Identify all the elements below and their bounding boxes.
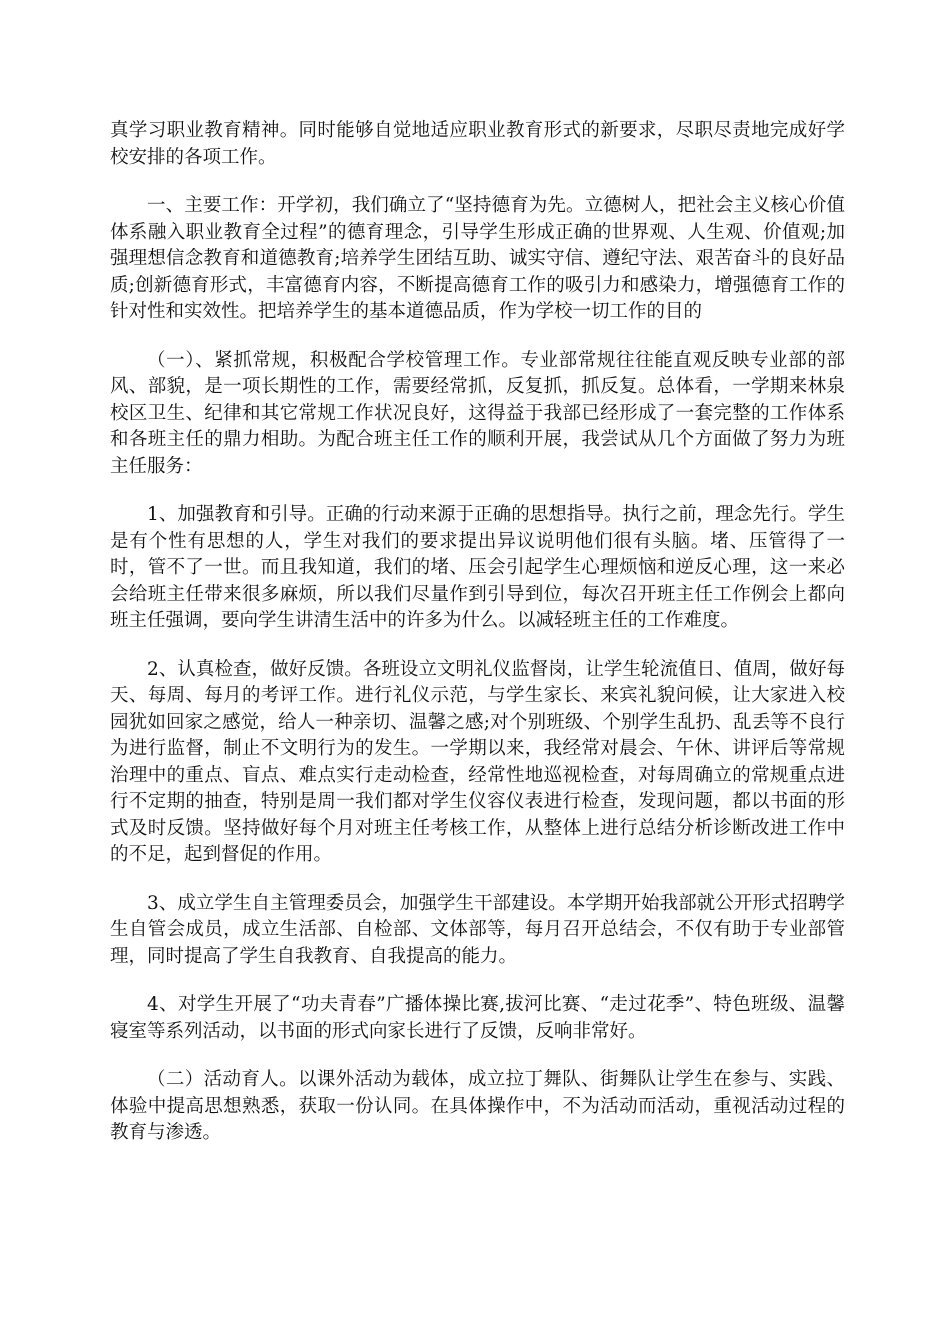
paragraph-section-two: （二）活动育人。以课外活动为载体，成立拉丁舞队、街舞队让学生在参与、实践、体验中提高思想熟悉，获取一份认同。在具体操作中，不为活动而活动，重视活动过程的教育与渗透。 [110, 1069, 845, 1143]
paragraph-main-work: 一、主要工作：开学初，我们确立了“坚持德育为先。立德树人，把社会主义核心价值体系融入职业教育全过程”的德育理念，引导学生形成正确的世界观、人生观、价值观;加强理想信念教育和道德教育;培养学生团结互助、诚实守信、遵纪守法、艰苦奋斗的良好品质;创新德育形式，丰富德育内容，不断提高德育工作的吸引力和感染力，增强德育工作的针对性和实效性。把培养学生的基本道德品质，作为学校一切工作的目的 [110, 195, 845, 322]
paragraph-section-one: （一）、紧抓常规，积极配合学校管理工作。专业部常规往往能直观反映专业部的部风、部貌，是一项长期性的工作，需要经常抓，反复抓，抓反复。总体看，一学期来林泉校区卫生、纪律和其它常规工作状况良好，这得益于我部已经形成了一套完整的工作体系和各班主任的鼎力相助。为配合班主任工作的顺利开展，我尝试从几个方面做了努力为班主任服务： [110, 349, 845, 477]
paragraph-item-3: 3、成立学生自主管理委员会，加强学生干部建设。本学期开始我部就公开形式招聘学生自管会成员，成立生活部、自检部、文体部等，每月召开总结会，不仅有助于专业部管理，同时提高了学生自我教育、自我提高的能力。 [110, 892, 845, 967]
paragraph-item-4: 4、对学生开展了“功夫青春”广播体操比赛,拔河比赛、“走过花季”、特色班级、温馨寝室等系列活动，以书面的形式向家长进行了反馈，反响非常好。 [110, 994, 845, 1042]
paragraph-continuation: 真学习职业教育精神。同时能够自觉地适应职业教育形式的新要求，尽职尽责地完成好学校安排的各项工作。 [110, 120, 845, 168]
document-body [110, 118, 845, 1169]
paragraph-item-1: 1、加强教育和引导。正确的行动来源于正确的思想指导。执行之前，理念先行。学生是有个性有思想的人，学生对我们的要求提出异议说明他们很有头脑。堵、压管得了一时，管不了一世。而且我知道，我们的堵、压会引起学生心理烦恼和逆反心理，这一来必会给班主任带来很多麻烦，所以我们尽量作到引导到位，每次召开班主任工作例会上都向班主任强调，要向学生讲清生活中的许多为什么。以减轻班主任的工作难度。 [110, 504, 845, 631]
paragraph-item-2: 2、认真检查，做好反馈。各班设立文明礼仪监督岗，让学生轮流值日、值周，做好每天、每周、每月的考评工作。进行礼仪示范，与学生家长、来宾礼貌问候，让大家进入校园犹如回家之感觉，给人一种亲切、温馨之感;对个别班级、个别学生乱扔、乱丢等不良行为进行监督，制止不文明行为的发生。一学期以来，我经常对晨会、午休、讲评后等常规治理中的重点、盲点、难点实行走动检查，经常性地巡视检查，对每周确立的常规重点进行不定期的抽查，特别是周一我们都对学生仪容仪表进行检查，发现问题，都以书面的形式及时反馈。坚持做好每个月对班主任考核工作，从整体上进行总结分析诊断改进工作中的不足，起到督促的作用。 [110, 658, 845, 865]
